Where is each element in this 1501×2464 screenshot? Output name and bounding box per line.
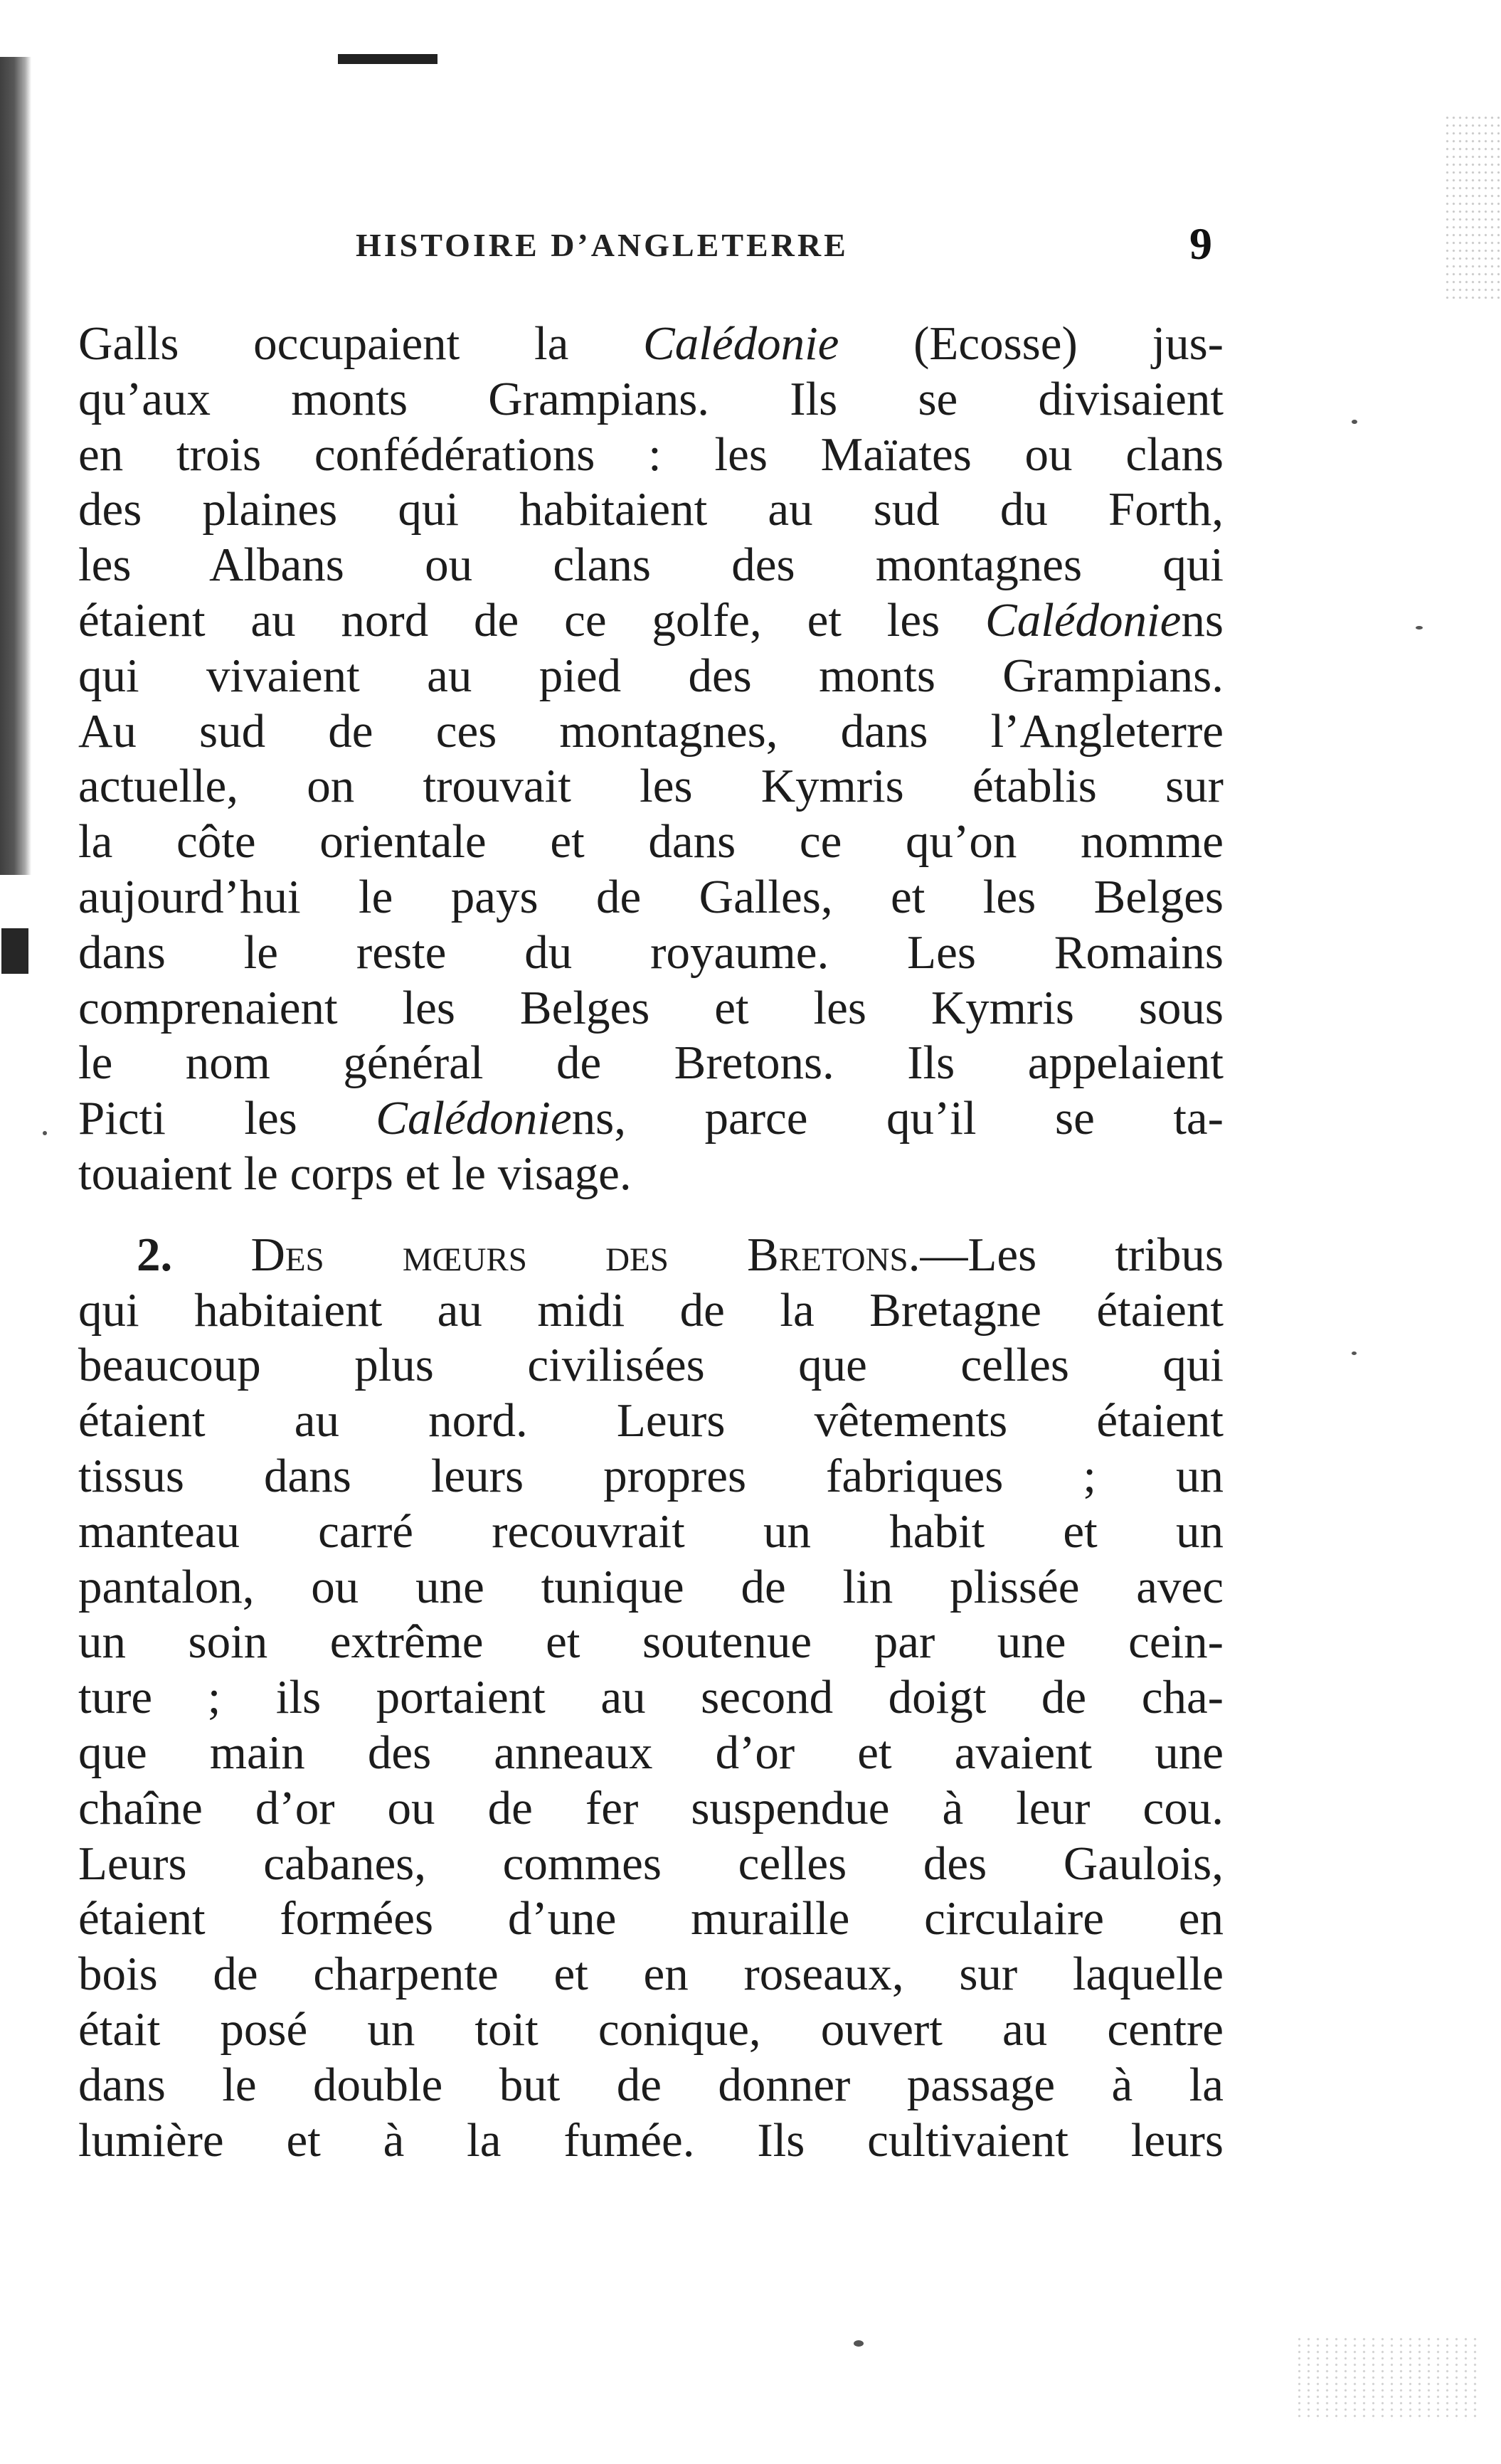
- scan-speck: [1416, 626, 1423, 630]
- text-line: le nom général de Bretons. Ils appelaient: [78, 1036, 1224, 1090]
- text-line: des plaines qui habitaient au sud du Forth,: [78, 483, 1224, 536]
- text-line: actuelle, on trouvait les Kymris établis sur: [78, 760, 1224, 813]
- text-line: était posé un toit conique, ouvert au centre: [78, 2002, 1224, 2056]
- text-fragment: —Les tribus: [920, 1228, 1224, 1281]
- scan-artifact: [338, 54, 437, 64]
- paragraph-gap: [78, 1202, 1224, 1228]
- text-line: étaient formées d’une muraille circulaire en: [78, 1892, 1224, 1945]
- scan-speck: [1352, 1352, 1357, 1355]
- text-line: tissus dans leurs propres fabriques ; un: [78, 1449, 1224, 1502]
- text-line: bois de charpente et en roseaux, sur laquelle: [78, 1948, 1224, 2001]
- page-number: 9: [1189, 218, 1212, 269]
- text-line: que main des anneaux d’or et avaient une: [78, 1726, 1224, 1779]
- scan-speck: [43, 1131, 47, 1135]
- text-line: lumière et à la fumée. Ils cultivaient leurs: [78, 2113, 1224, 2167]
- scan-speck: [854, 2340, 864, 2347]
- text-line: touaient le corps et le visage.: [78, 1147, 632, 1200]
- italic-term: Calédonie: [376, 1092, 572, 1145]
- text-line: comprenaient les Belges et les Kymris sous: [78, 981, 1224, 1034]
- scan-speck: [1352, 420, 1357, 424]
- text-line: qui vivaient au pied des monts Grampians.: [78, 649, 1224, 702]
- paragraph-2: [78, 1228, 1224, 2169]
- italic-term: Calédonie: [985, 593, 1182, 647]
- text-line: dans le double but de donner passage à la: [78, 2058, 1224, 2111]
- text-line: étaient au nord. Leurs vêtements étaient: [78, 1394, 1224, 1448]
- text-line: les Albans ou clans des montagnes qui: [78, 538, 1224, 592]
- text-line: en trois confédérations : les Maïates ou clans: [78, 428, 1224, 481]
- text-line: Leurs cabanes, commes celles des Gaulois,: [78, 1837, 1224, 1890]
- text-line: beaucoup plus civilisées que celles qui: [78, 1339, 1224, 1392]
- text-line: pantalon, ou une tunique de lin plissée avec: [78, 1560, 1224, 1613]
- text-line: chaîne d’or ou de fer suspendue à leur cou.: [78, 1781, 1224, 1834]
- scan-artifact: [1, 928, 28, 974]
- scan-noise: [1444, 114, 1501, 299]
- binding-shadow: [0, 57, 31, 875]
- text-line: qui habitaient au midi de la Bretagne étaient: [78, 1283, 1224, 1337]
- section-number: 2.: [137, 1228, 173, 1281]
- text-line: Au sud de ces montagnes, dans l’Angleterre: [78, 704, 1224, 758]
- text-line: ture ; ils portaient au second doigt de cha-: [78, 1671, 1224, 1724]
- section-heading-line: [78, 1228, 1224, 1283]
- text-line: Picti les Calédoniens, parce qu’il se ta-: [78, 1092, 1224, 1145]
- text-line: un soin extrême et soutenue par une cein-: [78, 1615, 1224, 1669]
- body-text: [78, 317, 1224, 2168]
- text-line: Galls occupaient la Calédonie (Ecosse) jus-: [78, 317, 1224, 370]
- italic-term: Calédonie: [643, 317, 839, 370]
- running-header: HISTOIRE D’ANGLETERRE: [356, 227, 849, 263]
- text-line: étaient au nord de ce golfe, et les Calédoniens: [78, 593, 1224, 647]
- section-heading: Des mœurs des Bretons.: [250, 1228, 921, 1281]
- scan-noise: [1295, 2336, 1480, 2421]
- text-line: qu’aux monts Grampians. Ils se divisaient: [78, 372, 1224, 425]
- paragraph-1: [78, 317, 1224, 1202]
- text-line: la côte orientale et dans ce qu’on nomme: [78, 815, 1224, 869]
- text-line: aujourd’hui le pays de Galles, et les Belges: [78, 870, 1224, 923]
- text-line: manteau carré recouvrait un habit et un: [78, 1504, 1224, 1558]
- text-line: dans le reste du royaume. Les Romains: [78, 925, 1224, 979]
